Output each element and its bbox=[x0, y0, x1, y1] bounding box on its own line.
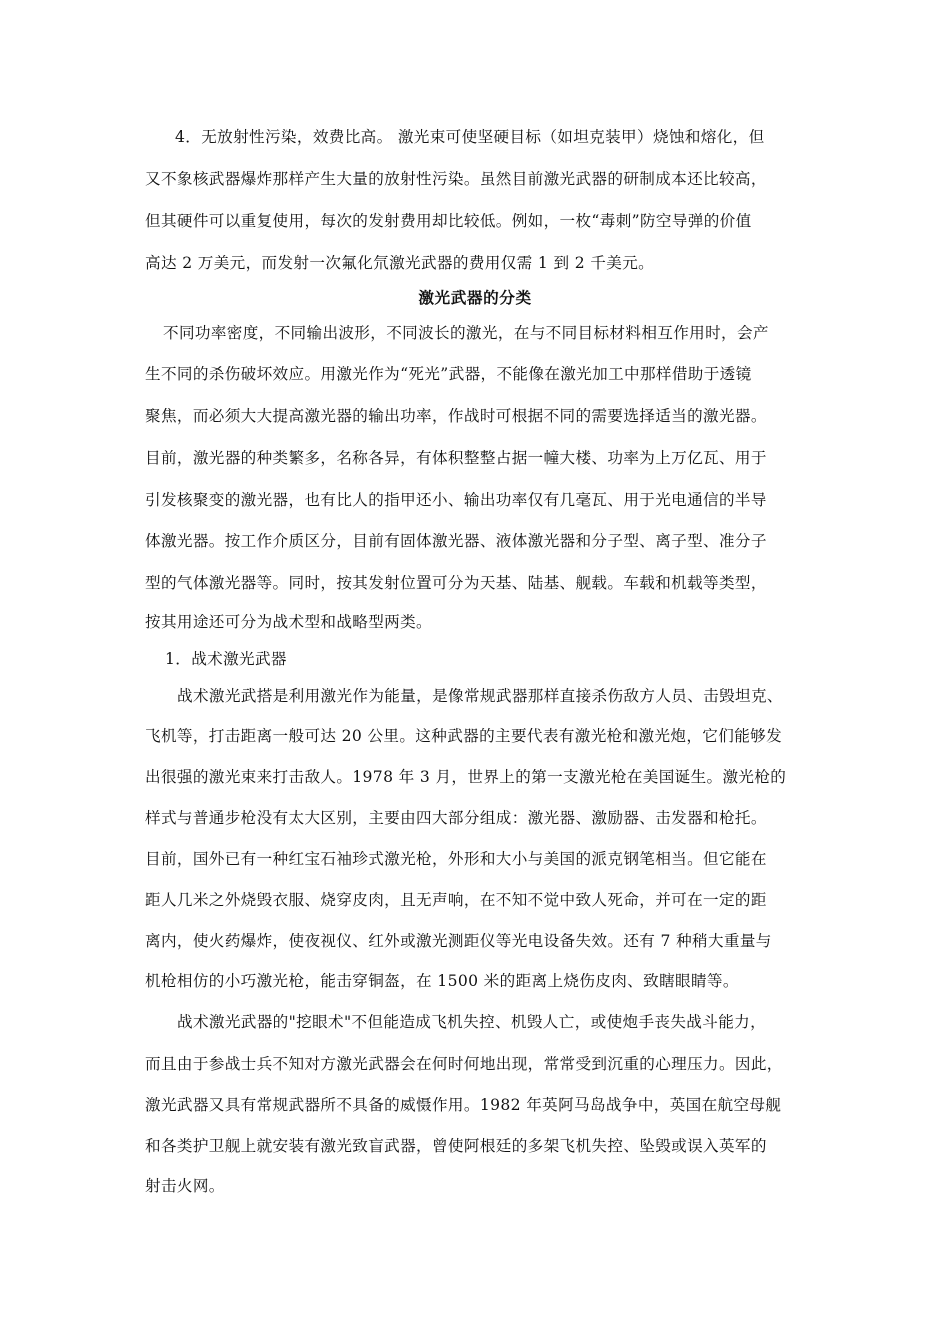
text-line: 体激光器。按工作介质区分，目前有固体激光器、液体激光器和分子型、离子型、准分子 bbox=[145, 532, 767, 550]
text-line: 而且由于参战士兵不知对方激光武器会在何时何地出现，常常受到沉重的心理压力。因此， bbox=[145, 1055, 783, 1073]
text-line: 机枪相仿的小巧激光枪，能击穿铜盔，在 1500 米的距离上烧伤皮肉、致瞎眼睛等。 bbox=[145, 972, 739, 990]
text-line: 距人几米之外烧毁衣服、烧穿皮肉，且无声响，在不知不觉中致人死命，并可在一定的距 bbox=[145, 891, 767, 909]
text-line: 战术激光武搭是利用激光作为能量，是像常规武器那样直接杀伤敌方人员、击毁坦克、 bbox=[177, 687, 783, 705]
text-line: 样式与普通步枪没有太大区别，主要由四大部分组成：激光器、激励器、击发器和枪托。 bbox=[145, 809, 767, 827]
text-line: 目前，国外已有一种红宝石袖珍式激光枪，外形和大小与美国的派克钢笔相当。但它能在 bbox=[145, 850, 767, 868]
text-line: 聚焦，而必须大大提高激光器的输出功率，作战时可根据不同的需要选择适当的激光器。 bbox=[145, 407, 767, 425]
section-heading: 激光武器的分类 bbox=[418, 288, 532, 307]
text-line: 离内，使火药爆炸，使夜视仪、红外或激光测距仪等光电设备失效。还有 7 种稍大重量与 bbox=[145, 932, 772, 950]
text-line: 出很强的激光束来打击敌人。1978 年 3 月，世界上的第一支激光枪在美国诞生。激光枪的 bbox=[145, 768, 787, 786]
text-line: 战术激光武器的"挖眼术"不但能造成飞机失控、机毁人亡，或使炮手丧失战斗能力， bbox=[177, 1013, 767, 1031]
text-line: 射击火网。 bbox=[145, 1177, 225, 1195]
text-line: 高达 2 万美元，而发射一次氟化氘激光武器的费用仅需 1 到 2 千美元。 bbox=[145, 254, 655, 272]
text-line: 不同功率密度，不同输出波形，不同波长的激光，在与不同目标材料相互作用时，会产 bbox=[163, 324, 769, 342]
text-line: 引发核聚变的激光器，也有比人的指甲还小、输出功率仅有几毫瓦、用于光电通信的半导 bbox=[145, 491, 767, 509]
text-line: 但其硬件可以重复使用，每次的发射费用却比较低。例如，一枚“毒刺”防空导弹的价值 bbox=[145, 212, 752, 230]
subsection-title: 1．战术激光武器 bbox=[165, 650, 287, 668]
text-line: 4．无放射性污染，效费比高。 激光束可使坚硬目标（如坦克装甲）烧蚀和熔化，但 bbox=[175, 128, 765, 146]
text-line: 激光武器又具有常规武器所不具备的威慑作用。1982 年英阿马岛战争中，英国在航空母舰 bbox=[145, 1096, 782, 1114]
text-line: 和各类护卫舰上就安装有激光致盲武器，曾使阿根廷的多架飞机失控、坠毁或误入英军的 bbox=[145, 1137, 767, 1155]
text-line: 按其用途还可分为战术型和战略型两类。 bbox=[145, 613, 432, 631]
text-line: 又不象核武器爆炸那样产生大量的放射性污染。虽然目前激光武器的研制成本还比较高， bbox=[145, 170, 767, 188]
text-line: 目前，激光器的种类繁多，名称各异，有体积整整占据一幢大楼、功率为上万亿瓦、用于 bbox=[145, 449, 767, 467]
text-line: 飞机等，打击距离一般可达 20 公里。这种武器的主要代表有激光枪和激光炮，它们能够发 bbox=[145, 727, 783, 745]
text-line: 型的气体激光器等。同时，按其发射位置可分为天基、陆基、舰载。车载和机载等类型， bbox=[145, 574, 767, 592]
text-line: 生不同的杀伤破坏效应。用激光作为“死光”武器，不能像在激光加工中那样借助于透镜 bbox=[145, 365, 752, 383]
